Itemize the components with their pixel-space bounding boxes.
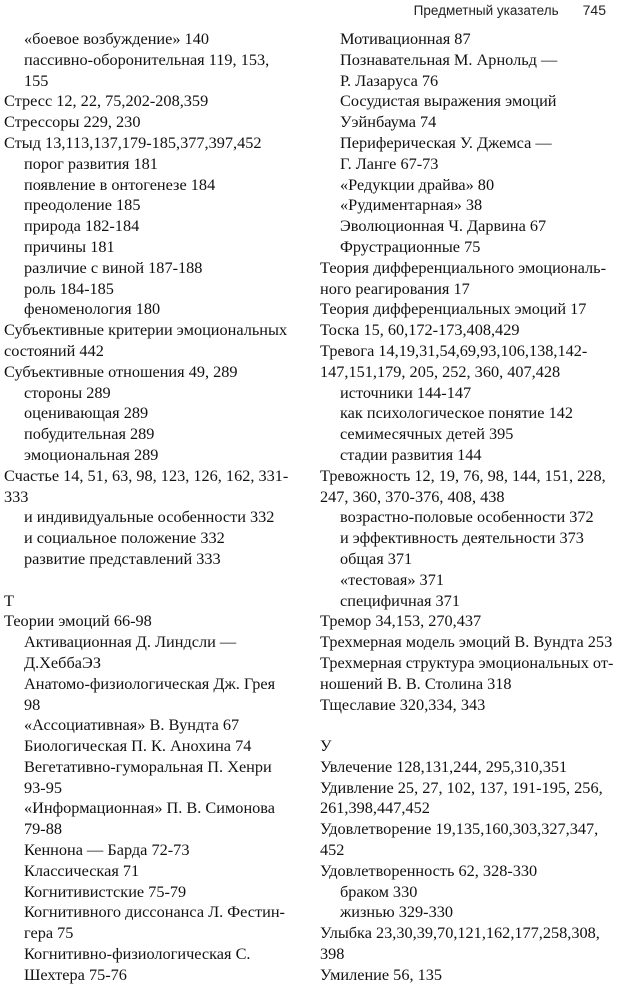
index-entry: 247, 360, 370-376, 408, 438: [320, 486, 505, 506]
index-entry: Тоска 15, 60,172-173,408,429: [320, 320, 520, 340]
index-subentry: «боевое возбуждение» 140: [24, 29, 209, 48]
index-entry: Удивление 25, 27, 102, 137, 191-195, 256,: [320, 777, 603, 797]
index-subentry: Д.ХеббаЭЗ: [24, 652, 102, 672]
index-subentry: Мотивационная 87: [340, 29, 471, 48]
index-subentry: Когнитивно-физиологическая С.: [24, 944, 251, 964]
index-subentry: и социальное положение 332: [24, 528, 225, 548]
index-subentry: возрастно-половые особенности 372: [340, 507, 594, 527]
running-title: Предметный указатель: [413, 2, 559, 18]
index-subentry: как психологическое понятие 142: [340, 403, 573, 423]
index-subentry: побудительная 289: [24, 424, 155, 444]
index-subentry: «Редукции драйва» 80: [340, 174, 495, 194]
index-subentry: появление в онтогенезе 184: [24, 174, 216, 194]
index-entry: Тревога 14,19,31,54,69,93,106,138,142-: [320, 340, 588, 360]
index-subentry: Эволюционная Ч. Дарвина 67: [340, 216, 547, 236]
index-entry: Теория дифференциального эмоциональ-: [320, 257, 607, 277]
index-entry: У: [320, 736, 332, 756]
index-entry: Умиление 56, 135: [320, 964, 443, 984]
index-subentry: Периферическая У. Джемса —: [340, 132, 552, 152]
index-subentry: стадии развития 144: [340, 444, 482, 464]
index-entry: ного реагирования 17: [320, 278, 470, 298]
index-subentry: источники 144-147: [340, 382, 472, 402]
index-entry: Стресс 12, 22, 75,202-208,359: [4, 91, 209, 111]
index-subentry: Когнитивного диссонанса Л. Фестин-: [24, 902, 285, 922]
index-subentry: оценивающая 289: [24, 403, 149, 423]
index-entry: Трехмерная структура эмоциональных от-: [320, 652, 614, 672]
index-entry: Тревожность 12, 19, 76, 98, 144, 151, 228,: [320, 465, 606, 485]
index-subentry: Фрустрационные 75: [340, 236, 481, 256]
section-gap: [4, 570, 300, 591]
right-column: [320, 29, 618, 986]
index-subentry: Кеннона — Барда 72-73: [24, 840, 190, 860]
index-subentry: «Ассоциативная» В. Вундта 67: [24, 715, 240, 735]
index-subentry: специфичная 371: [340, 590, 460, 610]
index-subentry: стороны 289: [24, 382, 111, 402]
index-subentry: феноменология 180: [24, 299, 161, 319]
index-subentry: порог развития 181: [24, 153, 158, 173]
index-subentry: Когнитивистские 75-79: [24, 881, 187, 901]
index-subentry: «Информационная» П. В. Симонова: [24, 798, 275, 818]
index-entry: 147,151,179, 205, 252, 360, 407,428: [320, 361, 561, 381]
page-number: 745: [582, 2, 606, 18]
index-subentry: Шехтера 75-76: [24, 964, 127, 984]
index-subentry: роль 184-185: [24, 278, 114, 298]
index-subentry: 93-95: [24, 777, 62, 797]
index-subentry: Вегетативно-гуморальная П. Хенри: [24, 756, 272, 776]
index-subentry: причины 181: [24, 236, 115, 256]
left-column: [4, 29, 300, 986]
index-entry: ношений В. В. Столина 318: [320, 673, 512, 693]
index-subentry: гера 75: [24, 923, 74, 943]
index-entry: Удовлетворенность 62, 328-330: [320, 860, 538, 880]
index-subentry: 79-88: [24, 819, 62, 839]
index-subentry: природа 182-184: [24, 216, 140, 236]
index-subentry: Р. Лазаруса 76: [340, 70, 439, 90]
section-gap: [320, 715, 618, 736]
index-subentry: Анатомо-физиологическая Дж. Грея: [24, 673, 276, 693]
index-subentry: эмоциональная 289: [24, 444, 159, 464]
index-entry: Удовлетворение 19,135,160,303,327,347,: [320, 819, 599, 839]
index-subentry: и индивидуальные особенности 332: [24, 507, 275, 527]
index-entry: Счастье 14, 51, 63, 98, 123, 126, 162, 331-: [4, 465, 289, 485]
index-entry: Субъективные критерии эмоциональных: [4, 320, 288, 340]
index-subentry: Активационная Д. Линдсли —: [24, 632, 237, 652]
index-entry: Тщеславие 320,334, 343: [320, 694, 486, 714]
index-subentry: Биологическая П. К. Анохина 74: [24, 736, 252, 756]
index-entry: Увлечение 128,131,244, 295,310,351: [320, 756, 568, 776]
index-entry: Стрессоры 229, 230: [4, 112, 141, 132]
index-entry: Трехмерная модель эмоций В. Вундта 253: [320, 632, 613, 652]
index-subentry: и эффективность деятельности 373: [340, 528, 584, 548]
index-subentry: Сосудистая выражения эмоций: [340, 91, 557, 111]
index-entry: 398: [320, 944, 345, 964]
index-subentry: «Рудиментарная» 38: [340, 195, 483, 215]
index-entry: 333: [4, 486, 29, 506]
index-subentry: «тестовая» 371: [340, 569, 444, 589]
index-entry: Тремор 34,153, 270,437: [320, 611, 482, 631]
index-subentry: жизнью 329-330: [340, 902, 454, 922]
index-entry: 452: [320, 840, 345, 860]
index-subentry: Уэйнбаума 74: [340, 112, 437, 132]
index-entry: 261,398,447,452: [320, 798, 430, 818]
index-entry: Субъективные отношения 49, 289: [4, 361, 238, 381]
index-entry: Т: [4, 590, 14, 610]
index-entry: Улыбка 23,30,39,70,121,162,177,258,308,: [320, 923, 600, 943]
index-subentry: развитие представлений 333: [24, 548, 221, 568]
index-subentry: пассивно-оборонительная 119, 153,: [24, 49, 270, 69]
index-subentry: преодоление 185: [24, 195, 141, 215]
index-entry: Теория дифференциальных эмоций 17: [320, 299, 587, 319]
index-subentry: 98: [24, 694, 41, 714]
index-subentry: Познавательная М. Арнольд —: [340, 49, 558, 69]
running-header: [414, 0, 606, 20]
index-subentry: Г. Ланге 67-73: [340, 153, 439, 173]
index-subentry: 155: [24, 70, 49, 90]
index-subentry: семимесячных детей 395: [340, 424, 514, 444]
index-subentry: Классическая 71: [24, 860, 140, 880]
index-entry: Теории эмоций 66-98: [4, 611, 152, 631]
index-subentry: общая 371: [340, 548, 413, 568]
index-subentry: браком 330: [340, 881, 418, 901]
index-entry: Стыд 13,113,137,179-185,377,397,452: [4, 132, 262, 152]
index-entry: состояний 442: [4, 340, 104, 360]
index-subentry: различие с виной 187-188: [24, 257, 203, 277]
